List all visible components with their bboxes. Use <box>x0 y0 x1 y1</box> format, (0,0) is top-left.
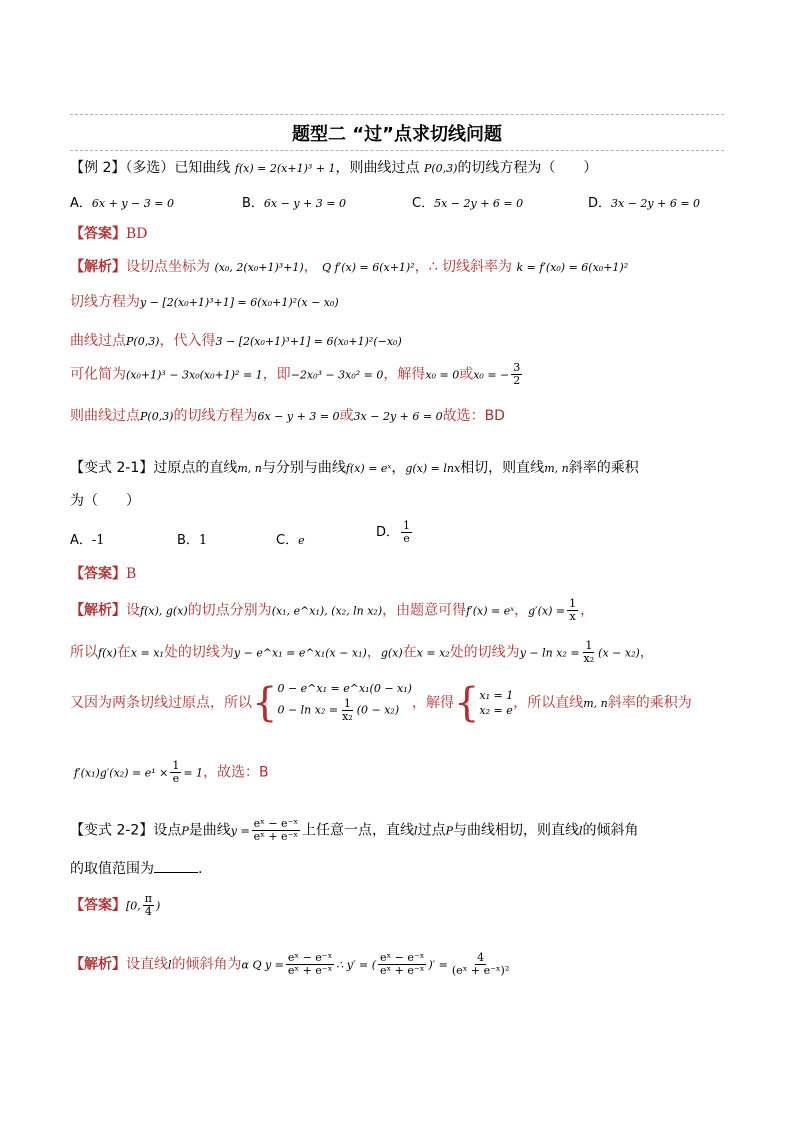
example-label: 【例 2】 <box>70 160 126 176</box>
section-title: 题型二 “过”点求切线问题 <box>292 124 502 145</box>
left-brace-icon: { <box>252 680 278 727</box>
analysis-label: 【解析】 <box>70 602 126 619</box>
fraction-one-over-e: $\frac{1}{e}$ <box>403 519 411 546</box>
analysis-line-4: 可化简为(x₀+1)³ − 3x₀(x₀+1)² = 1，即−2x₀³ − 3x₀² = 0，解得x₀ = 0或x₀ = − $\frac{3}{2}$ <box>70 361 521 388</box>
analysis-label: 【解析】 <box>70 956 126 973</box>
option-b: B．6x − y + 3 = 0 <box>242 196 346 211</box>
point-p: P(0,3) <box>423 162 458 175</box>
option-c: C．e <box>276 533 305 548</box>
variant-label: 【变式 2-1】 <box>70 460 154 476</box>
variant-2-1-question-cont: 为（ ） <box>70 493 140 509</box>
fraction-three-halves: $\frac{3}{2}$ <box>513 361 521 388</box>
analysis-line-2: 所以f(x)在x = x₁处的切线为y − e^x₁ = e^x₁(x − x₁)，g(x)在x = x₂处的切线为y − ln x₂ = $\frac{1}{\text{x₂}}$ (x − x₂)， <box>70 639 654 666</box>
variant-2-1-question: 【变式 2-1】过原点的直线m, n与分别与曲线f(x) = eˣ，g(x) = lnx相切，则直线m, n斜率的乘积 <box>70 460 639 476</box>
option-d: D． $\frac{1}{e}$ <box>376 519 411 546</box>
option-b: B．1 <box>177 533 208 548</box>
equation-system: 0 − e^x₁ = e^x₁(0 − x₁) 0 − ln x₂ = $\frac{1}{\text{x₂}}$ (0 − x₂) <box>277 682 412 724</box>
answer-label: 【答案】 <box>70 897 126 914</box>
variant-label: 【变式 2-2】 <box>70 822 154 839</box>
option-a: A．6x + y − 3 = 0 <box>70 196 174 211</box>
divider-top <box>70 114 724 115</box>
analysis-line-4: f′(x₁)g′(x₂) = e¹ × $\frac{1}{e}$ = 1，故选：B <box>74 759 269 786</box>
analysis-line-1: 【解析】设f(x), g(x)的切点分别为(x₁, e^x₁), (x₂, ln x₂)，由题意可得f′(x) = eˣ，g′(x) = $\frac{1}{x}$ ， <box>70 597 595 624</box>
answer-value: BD <box>126 226 148 242</box>
analysis-line-1: 【解析】设直线l的倾斜角为α Q y = $\frac{\text{eˣ − e⁻ˣ}}{\text{eˣ + e⁻ˣ}}$ ∴ y′ = ( $\frac{\text{eˣ − e⁻ˣ}}{\text{eˣ + e⁻ˣ}}$ )′ = $\frac{4}{\text{(eˣ + e⁻ˣ)²}}$ <box>70 951 510 978</box>
answer-label: 【答案】 <box>70 226 126 242</box>
analysis-label: 【解析】 <box>70 259 126 275</box>
example-2-question: 【例 2】（多选）已知曲线 f(x) = 2(x+1)³ + 1，则曲线过点 P(0,3)的切线方程为（ ） <box>70 160 598 176</box>
answer-line: 【答案】[0, $\frac{\pi}{4}$ ) <box>70 892 161 919</box>
analysis-line-2: 切线方程为y − [2(x₀+1)³+1] = 6(x₀+1)²(x − x₀) <box>70 294 339 310</box>
option-c: C．5x − 2y + 6 = 0 <box>412 196 524 211</box>
answer-line <box>70 567 136 581</box>
multi-select-tag: （多选） <box>125 160 175 176</box>
variant-2-2-question: 【变式 2-2】设点P是曲线y = $\frac{\text{eˣ − e⁻ˣ}}{\text{eˣ + e⁻ˣ}}$ 上任意一点，直线l过点P与曲线相切，则直线l的倾斜角 <box>70 817 639 844</box>
fill-blank[interactable] <box>154 872 198 873</box>
analysis-line-3: 曲线过点P(0,3)，代入得3 − [2(x₀+1)³+1] = 6(x₀+1)²(−x₀) <box>70 333 402 349</box>
divider-bottom <box>70 150 724 151</box>
option-d: D．3x − 2y + 6 = 0 <box>588 196 701 211</box>
solution-system: x₁ = 1 x₂ = e <box>479 689 514 718</box>
answer-line <box>70 227 148 241</box>
curve-formula: f(x) = 2(x+1)³ + 1 <box>234 162 336 175</box>
answer-label: 【答案】 <box>70 566 126 582</box>
analysis-line-1: 【解析】设切点坐标为 (x₀, 2(x₀+1)³+1)， Q f′(x) = 6(x+1)²，∴ 切线斜率为 k = f′(x₀) = 6(x₀+1)² <box>70 259 629 275</box>
answer-value: B <box>126 566 137 582</box>
analysis-line-3: 又因为两条切线过原点，所以{ 0 − e^x₁ = e^x₁(0 − x₁) 0 − ln x₂ = $\frac{1}{\text{x₂}}$ (0 − x₂) ，解得{ x₁ = 1 x₂ = e ，所以直线m, n斜率的乘积为 <box>70 680 692 727</box>
analysis-line-5: 则曲线过点P(0,3)的切线方程为6x − y + 3 = 0或3x − 2y + 6 = 0故选：BD <box>70 408 505 424</box>
option-a: A．-1 <box>70 533 105 548</box>
left-brace-icon: { <box>453 680 480 727</box>
variant-2-2-question-cont: 的取值范围为 . <box>70 861 203 877</box>
